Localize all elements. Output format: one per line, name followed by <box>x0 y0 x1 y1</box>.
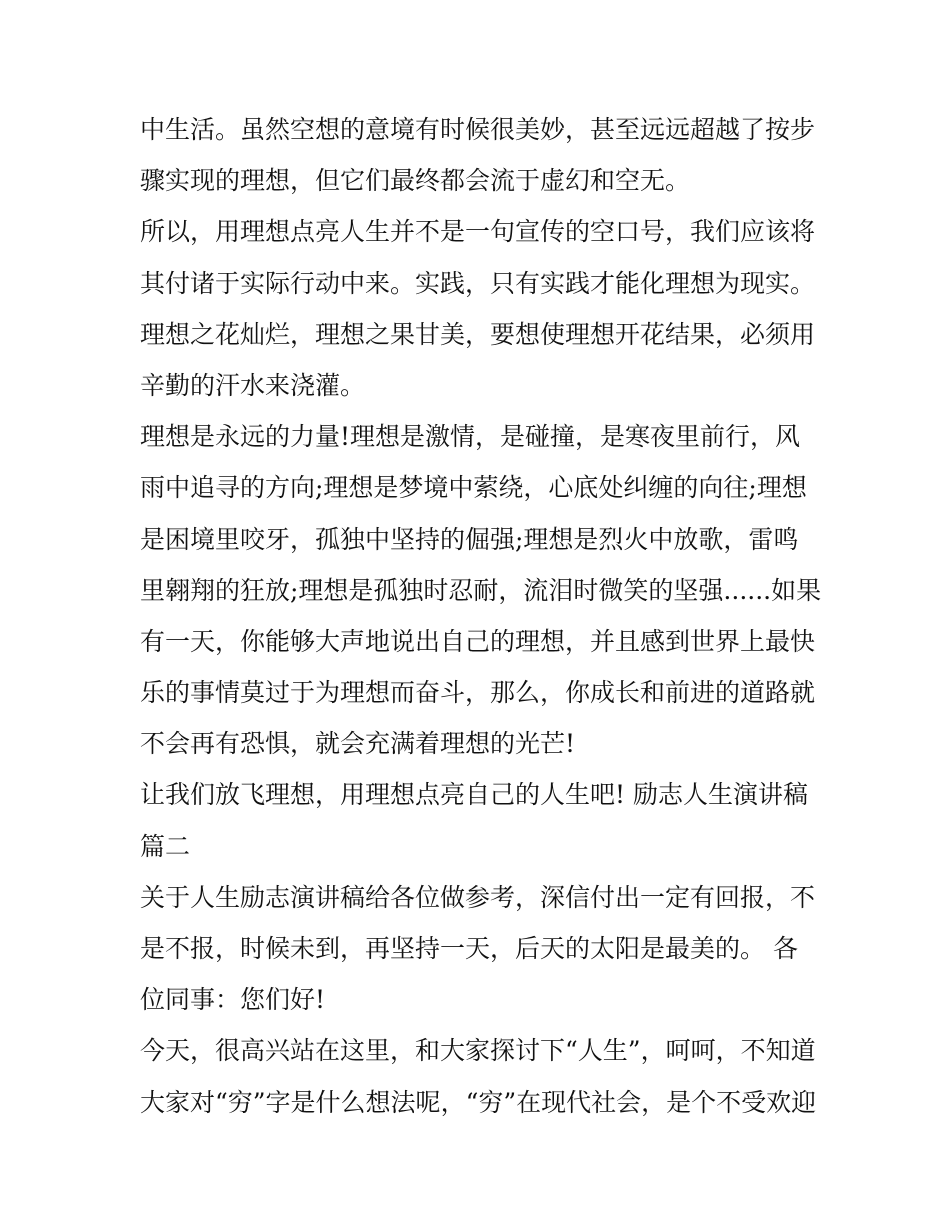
text-line: 今天，很高兴站在这里，和大家探讨下“人生”，呵呵，不知道 <box>140 1036 816 1066</box>
text-line: 骤实现的理想，但它们最终都会流于虚幻和空无。 <box>140 166 691 196</box>
text-line: 中生活。虽然空想的意境有时候很美妙，甚至远远超越了按步 <box>140 115 816 144</box>
text-line: 不会再有恐惧，就会充满着理想的光芒! <box>140 729 576 759</box>
text-line: 所以，用理想点亮人生并不是一句宣传的空口号，我们应该将 <box>140 217 816 247</box>
text-line: 乐的事情莫过于为理想而奋斗，那么，你成长和前进的道路就 <box>140 678 816 708</box>
text-line: 大家对“穷”字是什么想法呢，“穷”在现代社会，是个不受欢迎 <box>140 1087 817 1117</box>
text-line: 雨中追寻的方向;理想是梦境中萦绕，心底处纠缠的向往;理想 <box>140 473 807 503</box>
text-line: 理想是永远的力量!理想是激情，是碰撞，是寒夜里前行，风 <box>140 422 801 452</box>
text-line: 关于人生励志演讲稿给各位做参考，深信付出一定有回报，不 <box>140 882 816 912</box>
text-line: 位同事：您们好! <box>140 985 326 1015</box>
text-line: 理想之花灿烂，理想之果甘美，要想使理想开花结果，必须用 <box>140 319 816 349</box>
text-line: 让我们放飞理想，用理想点亮自己的人生吧! 励志人生演讲稿 <box>140 780 808 810</box>
text-line: 是困境里咬牙，孤独中坚持的倔强;理想是烈火中放歌，雷鸣 <box>140 524 799 554</box>
text-line: 是不报，时候未到，再坚持一天，后天的太阳是最美的。 各 <box>140 934 798 963</box>
text-line: 其付诸于实际行动中来。实践，只有实践才能化理想为现实。 <box>140 268 816 298</box>
text-line: 里翱翔的狂放;理想是孤独时忍耐，流泪时微笑的坚强......如果 <box>140 575 822 605</box>
document-text-body <box>140 104 840 1128</box>
text-line: 辛勤的汗水来浇灌。 <box>140 370 366 400</box>
text-line: 有一天，你能够大声地说出自己的理想，并且感到世界上最快 <box>140 626 816 656</box>
text-line: 篇二 <box>140 831 191 861</box>
